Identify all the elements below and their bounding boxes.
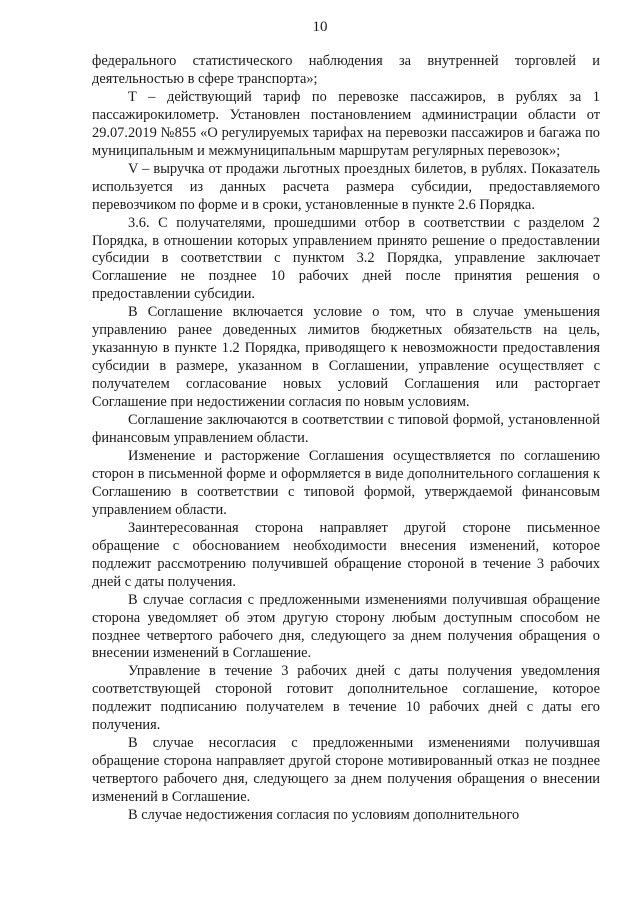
paragraph-continuation: федерального статистического наблюдения за внутренней торговлей и деятельностью в сфере транспорта»; [92, 53, 600, 87]
paragraph-refusal: В случае несогласия с предложенными изменениями получившая обращение сторона направляет другой стороне мотивированный отказ не позднее четвертого рабочего дня, следующего за днем получения обращения о внесении изменений в Соглашение. [92, 735, 600, 806]
paragraph-consent: В случае согласия с предложенными изменениями получившая обращение сторона уведомляет об этом другую сторону любым доступным способом не позднее четвертого рабочего дня, следующего за днем получения обращения о внесении изменений в Соглашение. [92, 591, 600, 662]
paragraph-disagreement: В случае недостижения согласия по условиям дополнительного [128, 807, 520, 824]
document-body [92, 53, 600, 825]
paragraph-tariff-definition: Т – действующий тариф по перевозке пассажиров, в рублях за 1 пассажирокилометр. Установлен постановлением администрации области от 29.07.2019 №855 «О регулируемых тарифах на перевозки пассажиров и багажа по муниципальным и межмуниципальным маршрутам регулярных перевозок»; [92, 88, 600, 159]
page-number: 10 [312, 19, 328, 35]
paragraph-request: Заинтересованная сторона направляет другой стороне письменное обращение с обоснованием необходимости внесения изменений, которое подлежит рассмотрению получившей обращение стороной в течение 3 рабочих дней с даты получения. [92, 519, 600, 590]
paragraph-standard-form: Соглашение заключаются в соответствии с типовой формой, установленной финансовым управлением области. [92, 412, 600, 447]
paragraph-revenue-definition: V – выручка от продажи льготных проездных билетов, в рублях. Показатель используется из данных расчета размера субсидии, предоставляемого перевозчиком по форме и в сроки, установленные в пункте 2.6 Порядка. [92, 160, 600, 213]
paragraph-additional-agreement: Управление в течение 3 рабочих дней с даты получения уведомления соответствующей стороной готовит дополнительное соглашение, которое подлежит подписанию получателем в течение 10 рабочих дней с даты его получения. [92, 663, 600, 734]
paragraph-amendment: Изменение и расторжение Соглашения осуществляется по соглашению сторон в письменной форме и оформляется в виде дополнительного соглашения к Соглашению в соответствии с типовой формой, утверждаемой финансовым управлением области. [92, 447, 600, 518]
paragraph-agreement-condition: В Соглашение включается условие о том, что в случае уменьшения управлению ранее доведенных лимитов бюджетных обязательств на цель, указанную в пункте 1.2 Порядка, приводящего к невозможности предоставления субсидии в размере, указанном в Соглашении, управление осуществляет с получателем согласование новых условий Соглашения или расторгает Соглашение при недостижении согласия по новым условиям. [92, 304, 600, 411]
paragraph-clause-3-6: 3.6. С получателями, прошедшими отбор в соответствии с разделом 2 Порядка, в отношении которых управлением принято решение о предоставлении субсидии в соответствии с пунктом 3.2 Порядка, управление заключает Соглашение не позднее 10 рабочих дней после принятия решения о предоставлении субсидии. [92, 214, 600, 303]
